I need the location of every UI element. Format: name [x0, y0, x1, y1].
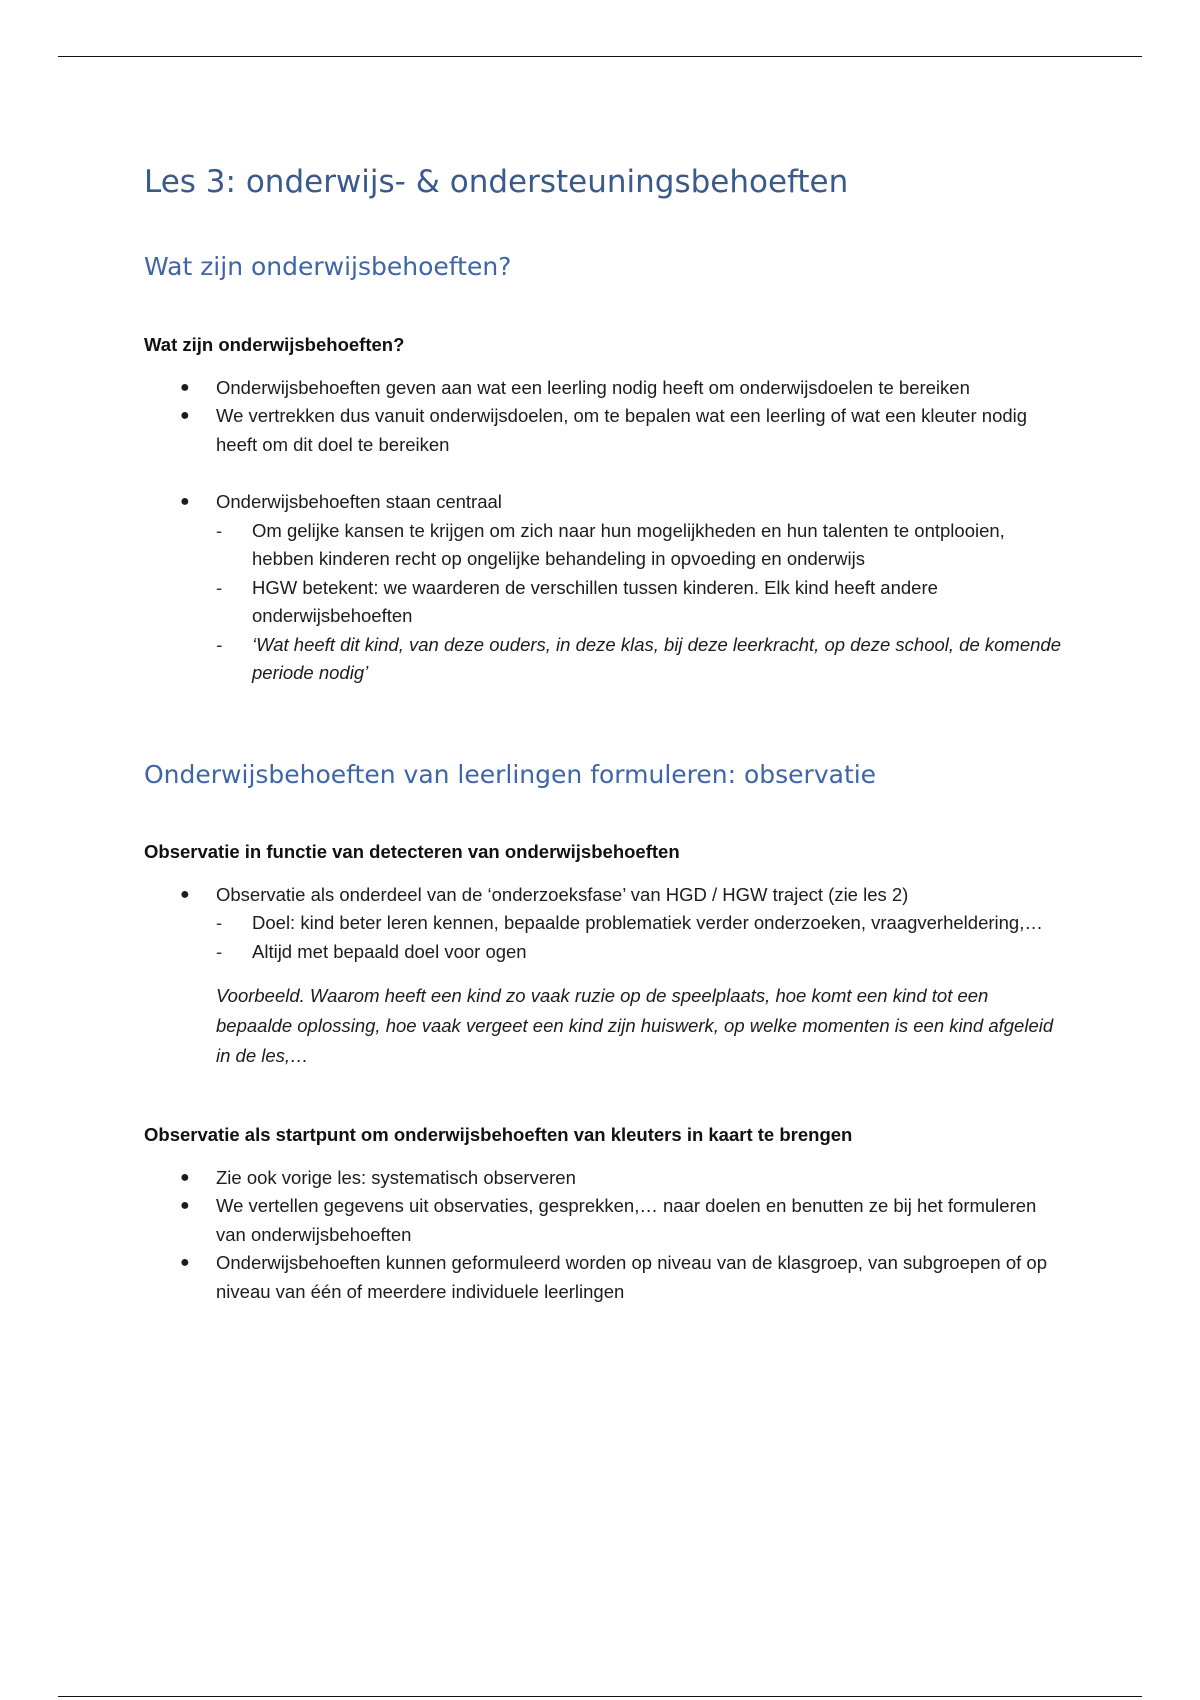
list-item: ● Onderwijsbehoeften geven aan wat een leerling nodig heeft om onderwijsdoelen te bereiken [144, 374, 1064, 403]
bullet-icon: ● [180, 407, 190, 424]
list-item: ● Observatie als onderdeel van de ‘onderzoeksfase’ van HGD / HGW traject (zie les 2) [144, 881, 1064, 910]
list-item: ● We vertrekken dus vanuit onderwijsdoelen, om te bepalen wat een leerling of wat een kleuter nodig heeft om dit doel te bereiken [144, 402, 1064, 459]
dash-icon: - [216, 576, 223, 598]
subheading-observatie-startpunt: Observatie als startpunt om onderwijsbehoeften van kleuters in kaart te brengen [144, 1124, 853, 1145]
dash-item: - HGW betekent: we waarderen de verschillen tussen kinderen. Elk kind heeft andere onderwijsbehoeften [144, 574, 1064, 631]
list-item: ● Onderwijsbehoeften staan centraal [144, 488, 1064, 517]
section-heading-onderwijsbehoeften: Wat zijn onderwijsbehoeften? [144, 252, 512, 281]
section2-sub2 [144, 1121, 1064, 1306]
example-paragraph: Voorbeeld. Waarom heeft een kind zo vaak ruzie op de speelplaats, hoe komt een kind tot een bepaalde oplossing, hoe vaak vergeet een kind zijn huiswerk, op welke momenten is een kind afgeleid in de les,… [216, 985, 1054, 1066]
dash-item: - Doel: kind beter leren kennen, bepaalde problematiek verder onderzoeken, vraagverheldering,… [144, 909, 1064, 938]
bullet-list-d [144, 1164, 1064, 1307]
bullet-icon: ● [180, 1254, 190, 1271]
bullet-list-b [144, 488, 1064, 688]
section1-body [144, 331, 1064, 688]
bottom-rule [58, 1696, 1142, 1697]
list-item: ● Onderwijsbehoeften kunnen geformuleerd worden op niveau van de klasgroep, van subgroepen of op niveau van één of meerdere individuele leerlingen [144, 1249, 1064, 1306]
dash-item: - Om gelijke kansen te krijgen om zich naar hun mogelijkheden en hun talenten te ontplooien, hebben kinderen recht op ongelijke behandeling in opvoeding en onderwijs [144, 517, 1064, 574]
bullet-list-a [144, 374, 1064, 460]
bullet-icon: ● [180, 1197, 190, 1214]
dash-icon: - [216, 912, 223, 933]
top-rule [58, 56, 1142, 57]
section2-sub1 [144, 838, 1064, 1071]
dash-icon: - [216, 519, 223, 541]
page-title: Les 3: onderwijs- & ondersteuningsbehoeften [144, 164, 849, 200]
dash-icon: - [216, 633, 223, 655]
dash-icon: - [216, 940, 223, 962]
dash-item: - Altijd met bepaald doel voor ogen [144, 938, 1064, 967]
bullet-icon: ● [180, 378, 190, 396]
bullet-icon: ● [180, 885, 190, 903]
section-heading-observatie: Onderwijsbehoeften van leerlingen formuleren: observatie [144, 760, 877, 789]
bullet-list-c [144, 881, 1064, 967]
dash-item-quote: - ‘Wat heeft dit kind, van deze ouders, in deze klas, bij deze leerkracht, op deze school, de komende periode nodig’ [144, 631, 1064, 688]
bullet-icon: ● [180, 493, 190, 510]
subheading-wat-zijn: Wat zijn onderwijsbehoeften? [144, 334, 405, 355]
list-item: ● We vertellen gegevens uit observaties, gesprekken,… naar doelen en benutten ze bij het formuleren van onderwijsbehoeften [144, 1192, 1064, 1249]
list-item: ● Zie ook vorige les: systematisch observeren [144, 1164, 1064, 1193]
bullet-icon: ● [180, 1168, 190, 1186]
subheading-observatie-detecteren: Observatie in functie van detecteren van onderwijsbehoeften [144, 841, 680, 862]
